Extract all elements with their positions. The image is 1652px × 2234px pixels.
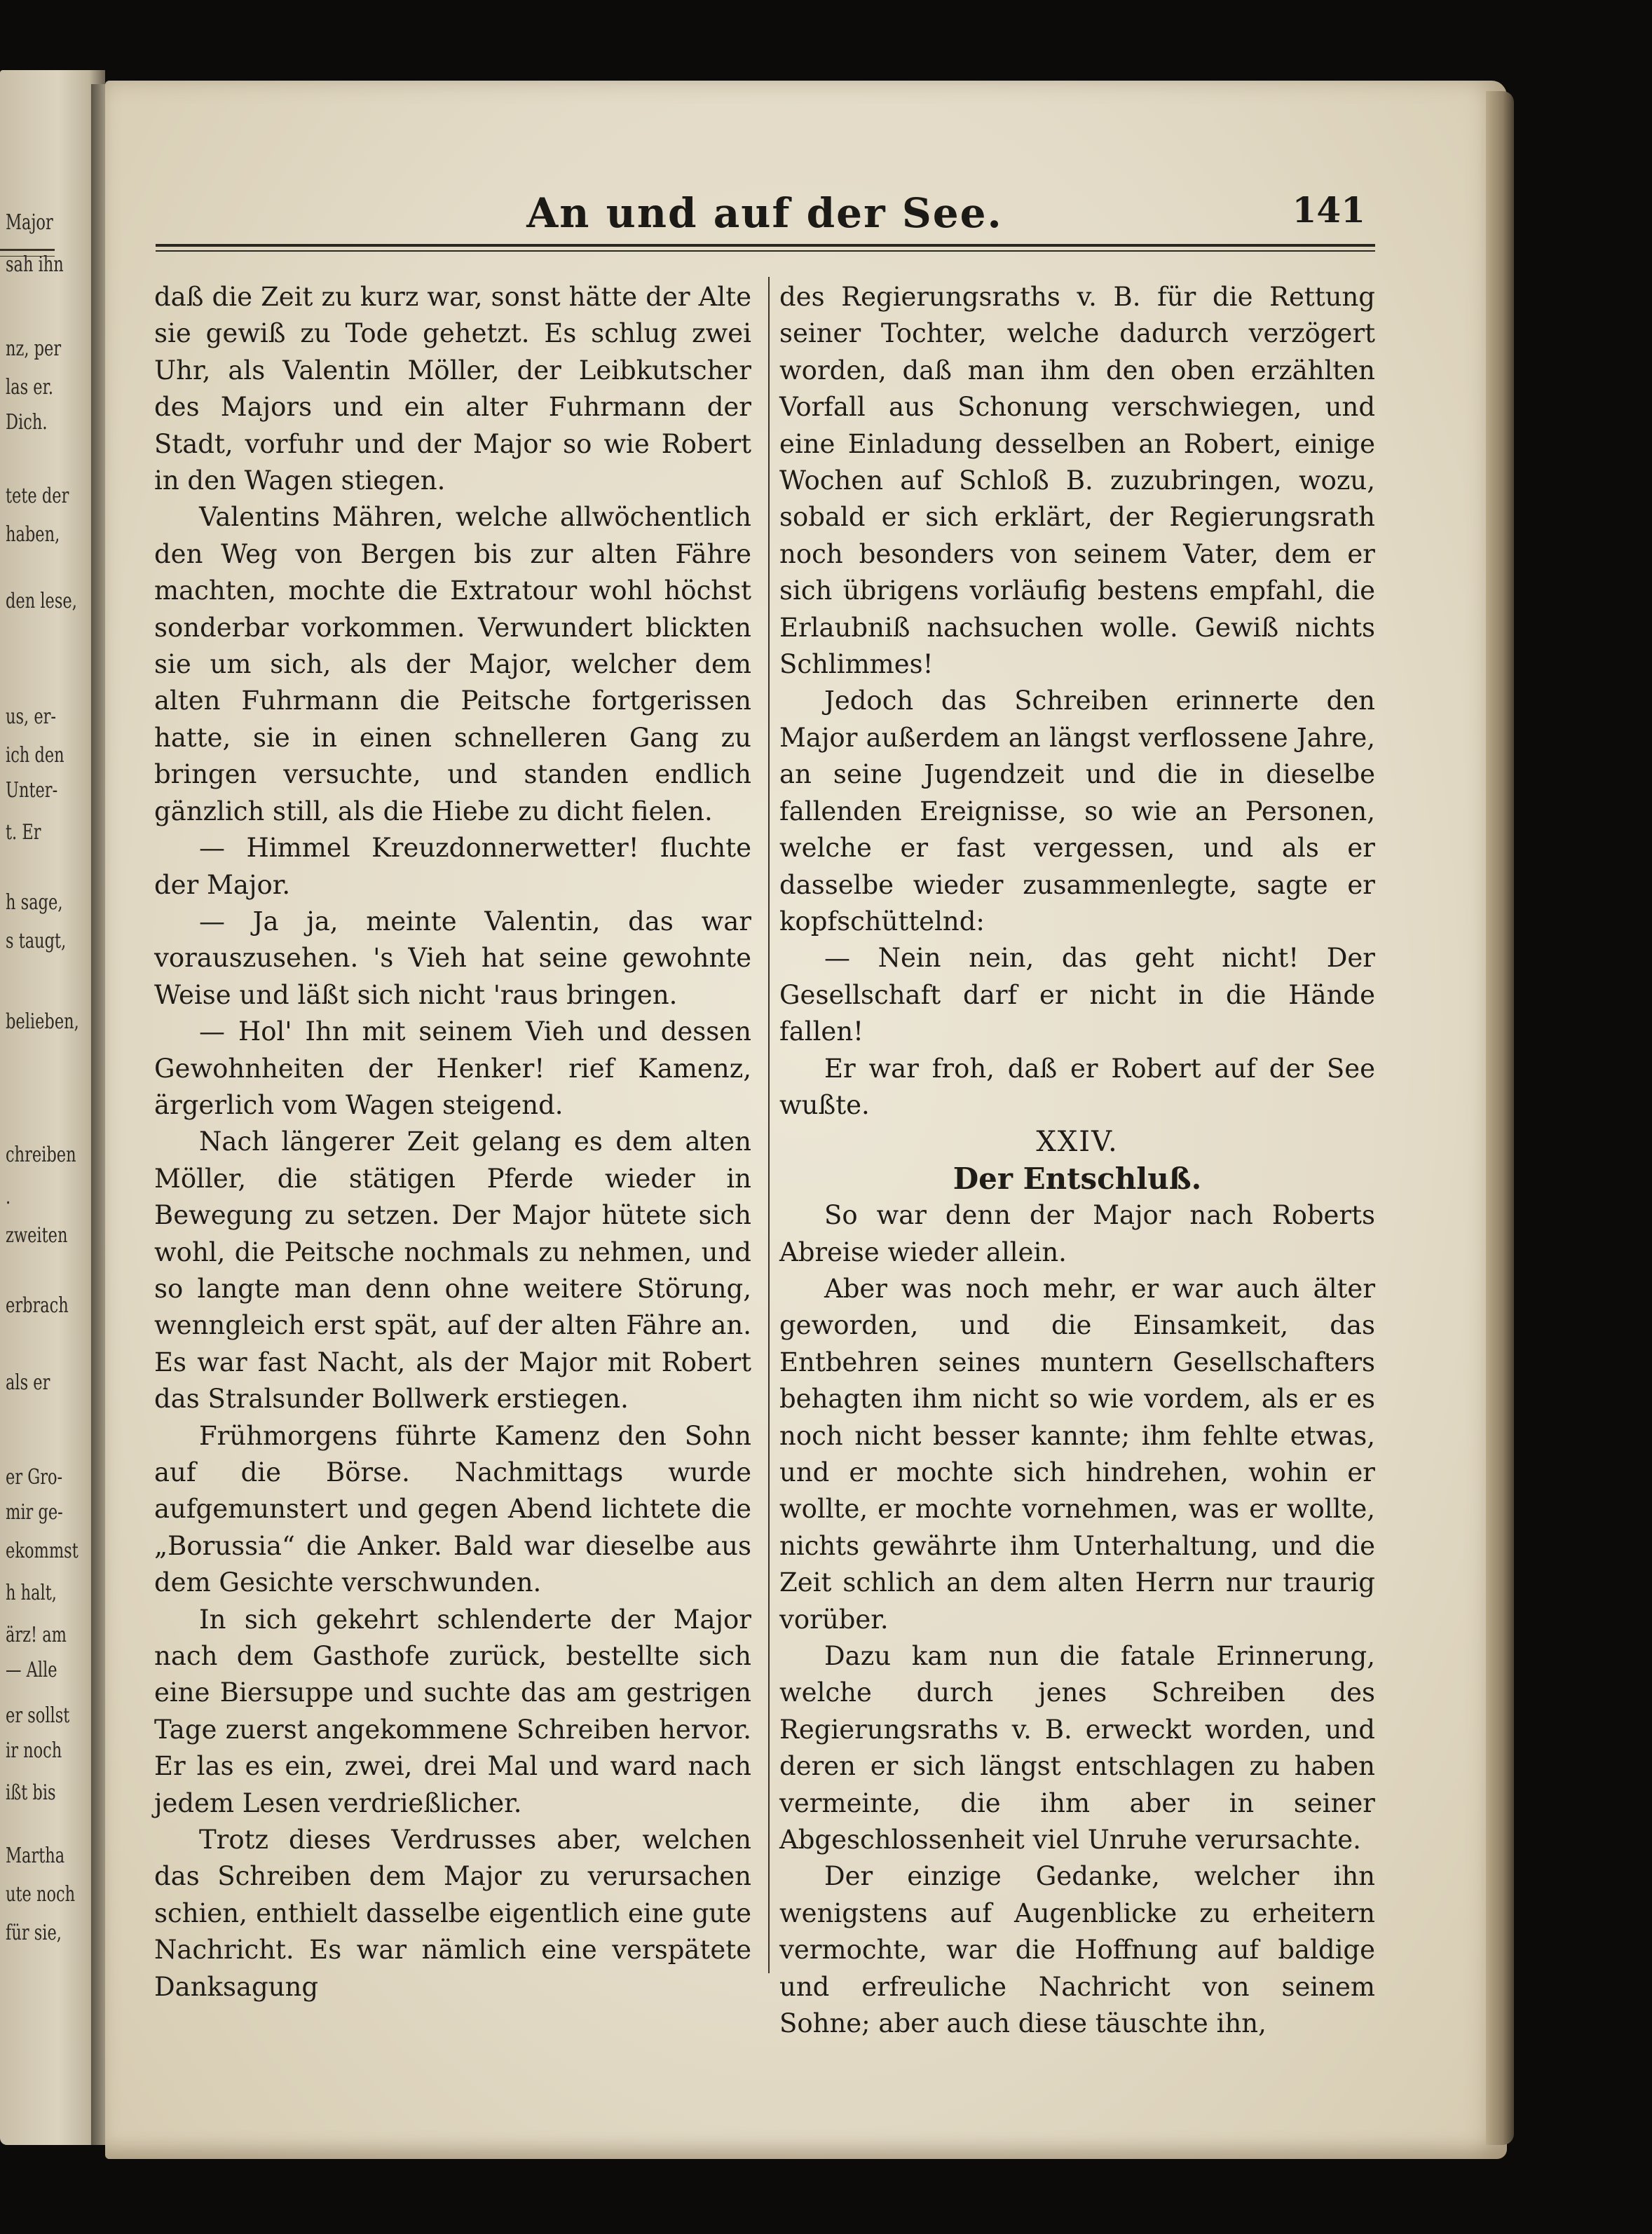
paragraph: — Nein nein, das geht nicht! Der Gesellschaft darf er nicht in die Hände fallen!	[779, 943, 1375, 1047]
left-page-fragment: haben,	[6, 522, 60, 547]
left-page-fragment: nz, per	[6, 336, 62, 361]
left-page-fragment: h halt,	[6, 1581, 57, 1605]
left-page-fragment: den lese,	[6, 589, 77, 613]
paragraph: In sich gekehrt schlenderte der Major nach dem Gasthofe zurück, bestellte sich eine Biersuppe und suchte das am gestrigen Tage zuerst angekommene Schreiben hervor. Er las es ein, zwei, drei Mal und ward nach jedem Lesen verdrießlicher.	[154, 1604, 751, 1818]
left-page-fragment: für sie,	[6, 1921, 62, 1945]
left-page-fragment: Major	[6, 210, 53, 235]
left-page-fragment: ißt bis	[6, 1780, 56, 1805]
left-page-fragment: ir noch	[6, 1738, 62, 1763]
left-page-fragment: ute noch	[6, 1882, 76, 1907]
left-page-fragment: ekommst	[6, 1539, 78, 1563]
left-page-fragment: Unter-	[6, 778, 58, 803]
page-edge-shadow	[1486, 91, 1514, 2145]
paragraph: Er war froh, daß er Robert auf der See wußte.	[779, 1053, 1375, 1120]
header-rule-thin	[156, 250, 1375, 252]
paragraph: des Regierungsraths v. B. für die Rettung seiner Tochter, welche dadurch verzögert worden, daß man ihm den oben erzählten Vorfall aus Schonung verschwiegen, und eine Einladung desselben an Robert, einige Wochen auf Schloß B. zuzubringen, wozu, sobald er sich erklärt, der Regierungsrath noch besonders von seinem Vater, dem er sich übrigens vorläufig bestens empfahl, die Erlaubniß nachsuchen wolle. Gewiß nichts Schlimmes!	[779, 282, 1375, 680]
left-page-fragment: als er	[6, 1370, 50, 1395]
left-page-fragment: sah ihn	[6, 252, 64, 277]
running-title: An und auf der See.	[526, 189, 1003, 237]
left-page-fragment: ärz! am	[6, 1623, 67, 1647]
column-divider	[768, 277, 770, 1973]
paragraph: Trotz dieses Verdrusses aber, welchen das Schreiben dem Major zu verursachen schien, enthielt dasselbe eigentlich eine gute Nachricht. Es war nämlich eine verspätete Danksagung	[154, 1825, 751, 2002]
paragraph: — Hol' Ihn mit seinem Vieh und dessen Gewohnheiten der Henker! rief Kamenz, ärgerlich vom Wagen steigend.	[154, 1016, 751, 1120]
left-page-fragment: belieben,	[6, 1009, 79, 1034]
paragraph: — Ja ja, meinte Valentin, das war vorauszusehen. 's Vieh hat seine gewohnte Weise und läßt sich nicht 'raus bringen.	[154, 906, 751, 1010]
left-page-edge	[0, 70, 105, 2145]
paragraph: So war denn der Major nach Roberts Abreise wieder allein.	[779, 1200, 1375, 1267]
left-page-fragment: tete der	[6, 484, 69, 508]
left-page-rule	[0, 249, 55, 251]
chapter-title: Der Entschluß.	[953, 1161, 1202, 1196]
left-page-fragment: zweiten	[6, 1223, 68, 1248]
header-rule	[156, 244, 1375, 247]
page-number: 141	[1292, 189, 1365, 231]
paragraph: Dazu kam nun die fatale Erinnerung, welche durch jenes Schreiben des Regierungsraths v. B. erweckt worden, und deren er sich längst entschlagen zu haben vermeinte, die ihm aber in seiner Abgeschlossenheit viel Unruhe verursachte.	[779, 1641, 1375, 1855]
right-text-column	[779, 279, 1375, 2043]
left-page-fragment: .	[6, 1185, 11, 1209]
page-header	[156, 182, 1374, 245]
left-page-fragment: us, er-	[6, 704, 57, 729]
paragraph: — Himmel Kreuzdonnerwetter! fluchte der Major.	[154, 833, 751, 900]
paragraph: Der einzige Gedanke, welcher ihn wenigstens auf Augenblicke zu erheitern vermochte, war die Hoffnung auf baldige und erfreuliche Nachricht von seinem Sohne; aber auch diese täuschte ihn,	[779, 1861, 1375, 2039]
left-page-fragment: er Gro-	[6, 1465, 63, 1490]
left-page-fragment: er sollst	[6, 1703, 70, 1728]
left-page-fragment: h sage,	[6, 890, 63, 915]
left-page-fragment: las er.	[6, 375, 54, 400]
left-page-fragment: t. Er	[6, 820, 41, 845]
left-page-fragment: Martha	[6, 1844, 65, 1868]
paragraph: Nach längerer Zeit gelang es dem alten Möller, die stätigen Pferde wieder in Bewegung zu setzen. Der Major hütete sich wohl, die Peitsche nochmals zu nehmen, und so langte man denn ohne weitere Störung, wenngleich erst spät, auf der alten Fähre an. Es war fast Nacht, als der Major mit Robert das Stralsunder Bollwerk erstiegen.	[154, 1126, 751, 1415]
left-page-fragment: — Alle	[6, 1658, 57, 1682]
left-page-fragment: erbrach	[6, 1293, 69, 1318]
left-page-fragment: mir ge-	[6, 1500, 63, 1525]
left-page-fragment: s taugt,	[6, 929, 67, 953]
paragraph: Aber was noch mehr, er war auch älter geworden, und die Einsamkeit, das Entbehren seines muntern Gesellschafters behagten ihm nicht so wie vordem, als er es noch nicht besser kannte; ihm fehlte etwas, und er mochte sich hindrehen, wohin er wollte, er mochte vornehmen, was er wollte, nichts gewährte ihm Unterhaltung, und die Zeit schlich an dem alten Herrn nur traurig vorüber.	[779, 1273, 1375, 1635]
paragraph: Valentins Mähren, welche allwöchentlich den Weg von Bergen bis zur alten Fähre machten, mochte die Extratour wohl höchst sonderbar vorkommen. Verwundert blickten sie um sich, als der Major, welcher dem alten Fuhrmann die Peitsche fortgerissen hatte, sie in einen schnelleren Gang zu bringen versuchte, und standen endlich gänzlich still, als die Hiebe zu dicht fielen.	[154, 502, 751, 826]
left-page-fragment: chreiben	[6, 1143, 76, 1167]
left-text-column	[154, 279, 751, 2005]
paragraph: daß die Zeit zu kurz war, sonst hätte der Alte sie gewiß zu Tode gehetzt. Es schlug zwei Uhr, als Valentin Möller, der Leibkutscher des Majors und ein alter Fuhrmann der Stadt, vorfuhr und der Major so wie Robert in den Wagen stiegen.	[154, 282, 751, 496]
paragraph: Jedoch das Schreiben erinnerte den Major außerdem an längst verflossene Jahre, an seine Jugendzeit und die in dieselbe fallenden Ereignisse, so wie an Personen, welche er fast vergessen, und als er dasselbe wieder zusammenlegte, sagte er kopfschüttelnd:	[779, 686, 1375, 936]
paragraph: Frühmorgens führte Kamenz den Sohn auf die Börse. Nachmittags wurde aufgemunstert und gegen Abend lichtete die „Borussia“ die Anker. Bald war dieselbe aus dem Gesichte verschwunden.	[154, 1420, 751, 1598]
left-page-fragment: Dich.	[6, 410, 48, 435]
left-page-fragment: ich den	[6, 743, 64, 768]
chapter-number: XXIV.	[1036, 1126, 1119, 1159]
